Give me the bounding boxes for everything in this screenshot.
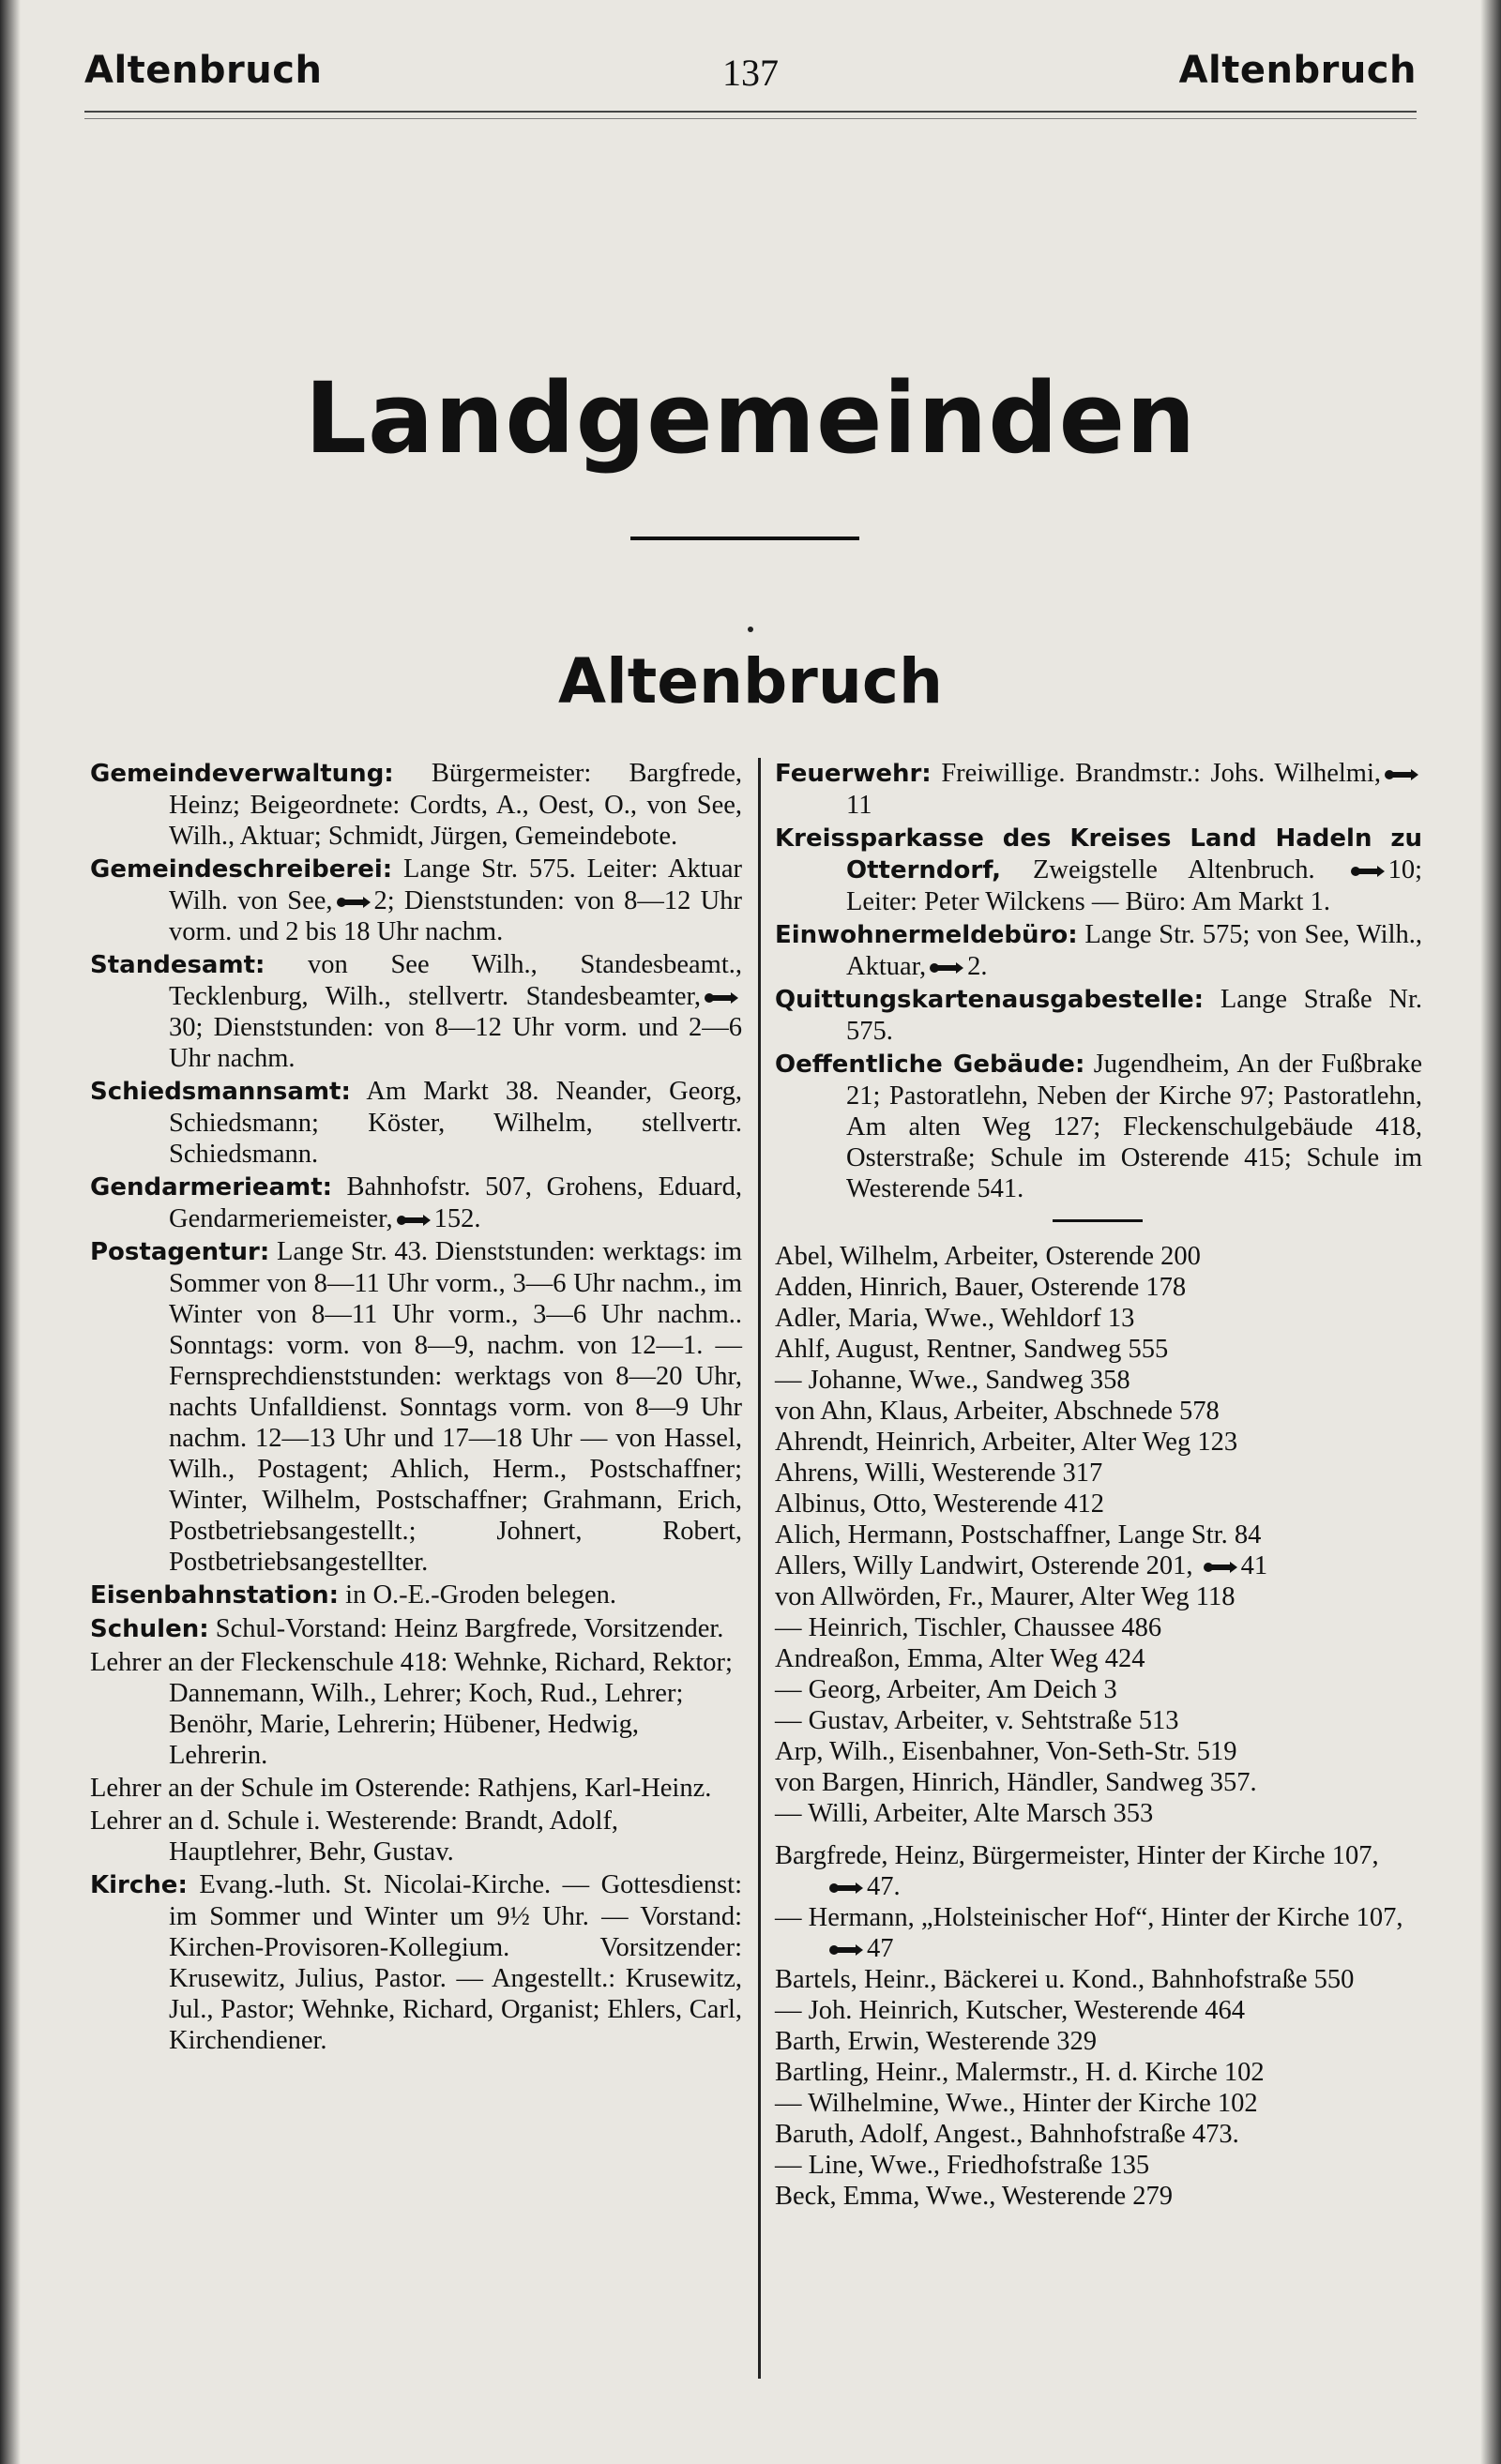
spacer — [775, 1829, 1422, 1840]
list-item: — Willi, Arbeiter, Alte Marsch 353 — [775, 1799, 1154, 1828]
entry-text: 11 — [846, 791, 872, 820]
resident-text: — Hermann, „Holsteinischer Hof“, Hinter der Kirche 107, — [775, 1903, 1403, 1932]
entry-text: Freiwillige. Brandmstr.: Johs. Wilhelmi, — [941, 759, 1381, 788]
list-item: Albinus, Otto, Westerende 412 — [775, 1489, 1105, 1519]
section-rule — [1053, 1219, 1143, 1222]
right-column — [775, 758, 1422, 2212]
entry-text: 30; Dienststunden: von 8—12 Uhr vorm. und 2—6 Uhr nachm. — [169, 1013, 742, 1073]
list-item: Bartling, Heinr., Malermstr., H. d. Kirche 102 — [775, 2058, 1265, 2087]
entry-heading: Einwohnermeldebüro: — [775, 921, 1078, 949]
list-item: Alich, Hermann, Postschaffner, Lange Str. 84 — [775, 1520, 1262, 1549]
entry-text: Lange Str. 43. Dienststunden: werktags: im Sommer von 8—11 Uhr vorm., 3—6 Uhr nachm., im Winter von 8—11 Uhr vorm., 3—6 Uhr nachm.. Sonntags: vorm. von 8—9, nachm. von 12—1. — Fernsprechdienststunden: werktags von 8—20 Uhr, nachts Unfalldienst. Sonntags vorm. von 8—9 Uhr nachm. 12—13 Uhr und 17—18 Uhr — von Hassel, Wilh., Postagent; Ahlich, Herm., Postschaffner; Winter, Wilhelm, Postschaffner; Grahmann, Erich, Postbetriebsangestellt.; Johnert, Robert, Postbetriebsangestellter. — [169, 1237, 742, 1577]
entry-text: Evang.-luth. St. Nicolai-Kirche. — Gottesdienst: im Sommer und Winter um 9½ Uhr. — Vorstand: Kirchen-Provisoren-Kollegium. Vorsitzender: Krusewitz, Julius, Pastor. — Angestellt.: Krusewitz, Jul., Pastor; Wehnke, Richard, Organist; Ehlers, Carl, Kirchendiener. — [169, 1870, 742, 2055]
running-head — [84, 49, 1417, 101]
column-divider — [758, 758, 761, 2379]
list-item: von Bargen, Hinrich, Händler, Sandweg 357. — [775, 1768, 1257, 1797]
entry-text: Bahnhofstr. 507, Grohens, Eduard, Gendarmeriemeister, — [169, 1172, 742, 1233]
entry-text: Bürgermeister: Bargfrede, Heinz; Beigeordnete: Cordts, A., Oest, O., von See, Wilh., Aktuar; Schmidt, Jürgen, Gemeindebote. — [169, 759, 742, 851]
list-item — [775, 1550, 1422, 1581]
telephone-symbol-icon — [336, 896, 371, 909]
entry-text: 2; Dienststunden: von 8—12 Uhr vorm. und 2 bis 18 Uhr nachm. — [169, 886, 742, 946]
entry-oeffentliche-gebaeude — [775, 1049, 1422, 1204]
entry-standesamt — [90, 949, 742, 1074]
resident-phone: 47 — [867, 1934, 894, 1963]
entry-postagentur — [90, 1236, 742, 1578]
list-item: Barth, Erwin, Westerende 329 — [775, 2027, 1098, 2056]
page-number: 137 — [722, 52, 779, 94]
list-item — [775, 1840, 1422, 1902]
list-item: Andreaßon, Emma, Alter Weg 424 — [775, 1644, 1145, 1673]
telephone-symbol-icon — [1203, 1561, 1238, 1574]
entry-heading: Feuerwehr: — [775, 760, 932, 788]
entry-kirche — [90, 1869, 742, 2056]
list-item: Adler, Maria, Wwe., Wehldorf 13 — [775, 1304, 1135, 1333]
list-item: — Gustav, Arbeiter, v. Sehtstraße 513 — [775, 1706, 1179, 1735]
telephone-symbol-icon — [1384, 768, 1419, 781]
entry-heading: Quittungskartenausgabestelle: — [775, 986, 1205, 1014]
entry-text: in O.-E.-Groden belegen. — [345, 1580, 617, 1610]
list-item: von Ahn, Klaus, Arbeiter, Abschnede 578 — [775, 1397, 1220, 1426]
list-item: — Wilhelmine, Wwe., Hinter der Kirche 102 — [775, 2089, 1258, 2118]
entry-heading: Eisenbahnstation: — [90, 1581, 340, 1610]
header-rule — [84, 111, 1417, 119]
list-item: von Allwörden, Fr., Maurer, Alter Weg 118 — [775, 1582, 1236, 1611]
entry-heading: Kirche: — [90, 1871, 188, 1899]
telephone-symbol-icon — [828, 1943, 864, 1957]
entry-text: Schul-Vorstand: Heinz Bargfrede, Vorsitzender. — [215, 1614, 724, 1643]
list-item: Ahrens, Willi, Westerende 317 — [775, 1459, 1103, 1488]
telephone-symbol-icon — [828, 1882, 864, 1895]
entry-lehrer-osterende: Lehrer an der Schule im Osterende: Rathjens, Karl-Heinz. — [90, 1774, 712, 1803]
decorative-dot — [748, 627, 753, 632]
section-title: Landgemeinden — [304, 361, 1197, 476]
entry-text: Zweigstelle Altenbruch. — [1032, 855, 1315, 884]
entry-heading: Kreissparkasse des Kreises Land Hadeln zu Otterndorf, — [775, 824, 1422, 884]
entry-text: Jugendheim, An der Fußbrake 21; Pastoratlehn, Neben der Kirche 97; Pastoratlehn, Am alten Weg 127; Fleckenschulgebäude 418, Osterstraße; Schule im Osterende 415; Schule im Westerende 541. — [846, 1050, 1422, 1203]
entry-text: Lange Str. 575; von See, Wilh., Aktuar, — [846, 920, 1423, 981]
entry-gemeindeverwaltung — [90, 758, 742, 852]
telephone-symbol-icon — [396, 1214, 432, 1227]
entry-gemeindeschreiberei — [90, 854, 742, 947]
entry-kreissparkasse — [775, 823, 1422, 917]
entry-text: von See Wilh., Standesbeamt., Tecklenburg, Wilh., stellvertr. Standesbeamter, — [169, 950, 742, 1011]
telephone-symbol-icon — [704, 991, 739, 1005]
list-item: Arp, Wilh., Eisenbahner, Von-Seth-Str. 519 — [775, 1737, 1237, 1766]
list-item: Ahrendt, Heinrich, Arbeiter, Alter Weg 123 — [775, 1428, 1238, 1457]
entry-gendarmerieamt — [90, 1172, 742, 1234]
list-item: — Line, Wwe., Friedhofstraße 135 — [775, 2151, 1150, 2180]
list-item: Beck, Emma, Wwe., Westerende 279 — [775, 2182, 1174, 2211]
list-item: Baruth, Adolf, Angest., Bahnhofstraße 473. — [775, 2120, 1239, 2149]
list-item: Bartels, Heinr., Bäckerei u. Kond., Bahnhofstraße 550 — [775, 1965, 1355, 1994]
entry-feuerwehr — [775, 758, 1422, 821]
entry-heading: Gemeindeverwaltung: — [90, 760, 394, 788]
entry-einwohnermeldebuero — [775, 919, 1422, 982]
list-item: Abel, Wilhelm, Arbeiter, Osterende 200 — [775, 1242, 1201, 1271]
telephone-symbol-icon — [929, 961, 964, 975]
list-item — [775, 1902, 1422, 1964]
list-item: — Heinrich, Tischler, Chaussee 486 — [775, 1613, 1162, 1642]
entry-text: 152. — [433, 1204, 481, 1233]
resident-list — [775, 1241, 1422, 2212]
entry-text: Lange Straße Nr. 575. — [846, 985, 1422, 1046]
entry-heading: Postagentur: — [90, 1238, 270, 1266]
entry-heading: Gemeindeschreiberei: — [90, 855, 393, 884]
entry-text: Am Markt 38. Neander, Georg, Schiedsmann; Köster, Wilhelm, stellvertr. Schiedsmann. — [169, 1077, 742, 1169]
entry-heading: Oeffentliche Gebäude: — [775, 1051, 1085, 1079]
resident-text: Bargfrede, Heinz, Bürgermeister, Hinter der Kirche 107, — [775, 1841, 1379, 1870]
resident-phone: 41 — [1240, 1551, 1268, 1580]
left-column — [90, 758, 742, 2058]
entry-heading: Schiedsmannsamt: — [90, 1078, 351, 1106]
entry-text: 2. — [967, 952, 988, 981]
resident-text: Allers, Willy Landwirt, Osterende 201, — [775, 1551, 1193, 1580]
entry-heading: Gendarmerieamt: — [90, 1173, 333, 1202]
entry-schulen — [90, 1613, 742, 1645]
running-head-right: Altenbruch — [1178, 49, 1417, 92]
entry-lehrer-fleckenschule: Lehrer an der Fleckenschule 418: Wehnke, Richard, Rektor; Dannemann, Wilh., Lehrer; Koch, Rud., Lehrer; Benöhr, Marie, Lehrerin; Hübener, Hedwig, Lehrerin. — [90, 1648, 733, 1770]
entry-eisenbahnstation — [90, 1580, 742, 1611]
list-item: Ahlf, August, Rentner, Sandweg 555 — [775, 1335, 1169, 1364]
entry-heading: Standesamt: — [90, 951, 265, 979]
entry-schiedsmannsamt — [90, 1076, 742, 1170]
telephone-symbol-icon — [1350, 865, 1386, 878]
resident-phone: 47. — [867, 1872, 901, 1901]
list-item: Adden, Hinrich, Bauer, Osterende 178 — [775, 1273, 1187, 1302]
entry-heading: Schulen: — [90, 1615, 209, 1643]
entry-quittungskarten — [775, 984, 1422, 1047]
list-item: — Joh. Heinrich, Kutscher, Westerende 464 — [775, 1996, 1245, 2025]
list-item: — Johanne, Wwe., Sandweg 358 — [775, 1366, 1130, 1395]
title-rule — [630, 537, 859, 540]
entry-text: 10; Leiter: Peter Wilckens — Büro: Am Markt 1. — [846, 855, 1422, 916]
list-item: — Georg, Arbeiter, Am Deich 3 — [775, 1675, 1117, 1704]
entry-lehrer-westerende: Lehrer an d. Schule i. Westerende: Brandt, Adolf, Hauptlehrer, Behr, Gustav. — [90, 1806, 619, 1867]
running-head-left: Altenbruch — [84, 49, 323, 92]
municipality-title: Altenbruch — [558, 645, 943, 718]
entry-text: Lange Str. 575. Leiter: Aktuar Wilh. von See, — [169, 854, 743, 915]
